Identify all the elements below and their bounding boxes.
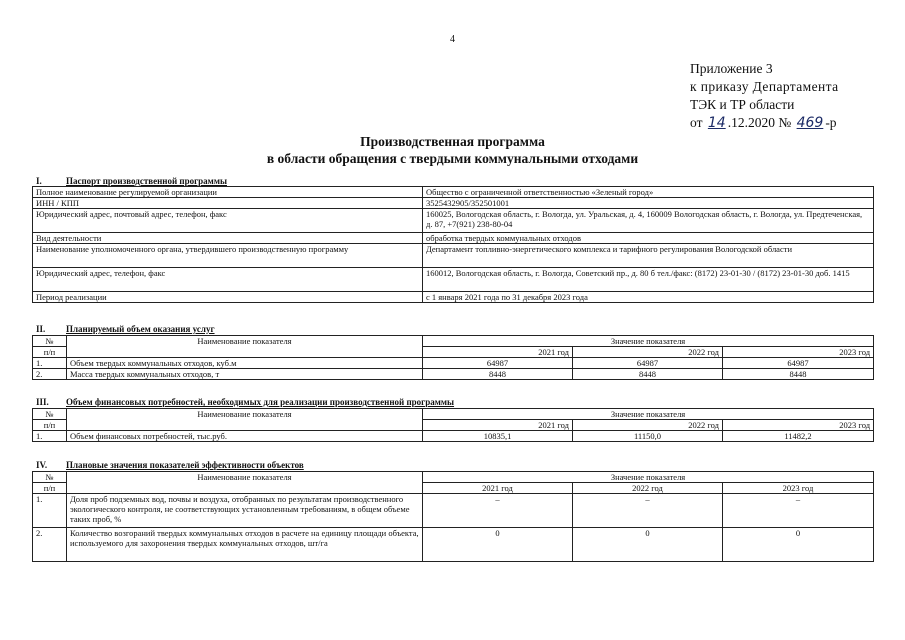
section-4-heading — [36, 460, 304, 470]
passport-value: Общество с ограниченной ответственностью «Зеленый город» — [423, 187, 874, 198]
header-name: Наименование показателя — [67, 409, 423, 431]
header-value: Значение показателя — [423, 336, 874, 347]
row-value: 11482,2 — [723, 431, 874, 442]
header-year: 2021 год — [423, 347, 573, 358]
efficiency-table — [32, 471, 874, 562]
section-3-title: Объем финансовых потребностей, необходимых для реализации производственной программы — [66, 397, 455, 407]
table-row — [33, 528, 874, 562]
header-year: 2023 год — [723, 347, 874, 358]
header-no: № — [33, 472, 67, 483]
header-name: Наименование показателя — [67, 472, 423, 494]
row-number: 2. — [33, 369, 67, 380]
title-line-1: Производственная программа — [360, 134, 545, 149]
table-row — [33, 369, 874, 380]
table-row — [33, 431, 874, 442]
section-4-title: Плановые значения показателей эффективности объектов — [66, 460, 304, 470]
passport-value: 3525432905/352501001 — [423, 198, 874, 209]
section-2-heading — [36, 324, 215, 334]
row-value: – — [423, 494, 573, 528]
section-1-title: Паспорт производственной программы — [66, 176, 227, 186]
header-no: № — [33, 336, 67, 347]
date-rest: .12.2020 № — [727, 115, 792, 130]
section-3-number: III. — [36, 397, 49, 407]
header-row — [33, 336, 874, 347]
services-table — [32, 335, 874, 380]
passport-label: Период реализации — [33, 292, 423, 303]
row-value: 10835,1 — [423, 431, 573, 442]
section-1-heading — [36, 176, 227, 186]
header-year: 2022 год — [573, 420, 723, 431]
section-4-number: IV. — [36, 460, 48, 470]
row-value: 0 — [423, 528, 573, 562]
document-title — [0, 133, 905, 167]
passport-label: Вид деятельности — [33, 233, 423, 244]
passport-value: Департамент топливно-энергетического комплекса и тарифного регулирования Вологодской области — [423, 244, 874, 268]
row-value: 8448 — [573, 369, 723, 380]
row-value: 8448 — [423, 369, 573, 380]
passport-label: Юридический адрес, почтовый адрес, телефон, факс — [33, 209, 423, 233]
section-1-number: I. — [36, 176, 42, 186]
row-name: Объем твердых коммунальных отходов, куб.м — [67, 358, 423, 369]
header-year: 2023 год — [723, 483, 874, 494]
passport-label: Наименование уполномоченного органа, утвердившего производственную программу — [33, 244, 423, 268]
row-number: 1. — [33, 494, 67, 528]
passport-label: Юридический адрес, телефон, факс — [33, 268, 423, 292]
row-value: 0 — [573, 528, 723, 562]
page-number: 4 — [450, 34, 455, 45]
appendix-line-3: ТЭК и ТР области — [690, 97, 795, 112]
header-year: 2021 год — [423, 420, 573, 431]
date-prefix: от — [690, 115, 703, 130]
row-name: Масса твердых коммунальных отходов, т — [67, 369, 423, 380]
passport-value: обработка твердых коммунальных отходов — [423, 233, 874, 244]
passport-value: с 1 января 2021 года по 31 декабря 2023 года — [423, 292, 874, 303]
row-value: – — [573, 494, 723, 528]
table-row — [33, 292, 874, 303]
appendix-line-2: к приказу Департамента — [690, 79, 839, 94]
header-year: 2022 год — [573, 347, 723, 358]
row-number: 1. — [33, 431, 67, 442]
appendix-block — [690, 60, 838, 132]
row-value: 0 — [723, 528, 874, 562]
appendix-date-line — [690, 114, 838, 132]
table-row — [33, 233, 874, 244]
header-row — [33, 409, 874, 420]
row-name: Количество возгораний твердых коммунальных отходов в расчете на единицу площади объекта, используемого для захоронения твердых коммунальных отходов, шт/га — [67, 528, 423, 562]
table-row — [33, 268, 874, 292]
section-2-number: II. — [36, 324, 46, 334]
appendix-line-1: Приложение 3 — [690, 61, 773, 76]
row-value: 64987 — [573, 358, 723, 369]
row-value: – — [723, 494, 874, 528]
order-suffix: -р — [825, 115, 837, 130]
header-year: 2023 год — [723, 420, 874, 431]
row-name: Объем финансовых потребностей, тыс.руб. — [67, 431, 423, 442]
row-name: Доля проб подземных вод, почвы и воздуха, отобранных по результатам производственного экологического контроля, не соответствующих установленным требованиям, в общем объеме таких проб, % — [67, 494, 423, 528]
header-row — [33, 472, 874, 483]
passport-label: ИНН / КПП — [33, 198, 423, 209]
financial-table — [32, 408, 874, 442]
header-no: № — [33, 409, 67, 420]
passport-value: 160012, Вологодская область, г. Вологда, Советский пр., д. 80 б тел./факс: (8172) 23-01-30 / (8172) 23-01-30 доб. 1415 — [423, 268, 874, 292]
header-value: Значение показателя — [423, 409, 874, 420]
header-pp: п/п — [33, 347, 67, 358]
passport-value: 160025, Вологодская область, г. Вологда, ул. Уральская, д. 4, 160009 Вологодская область, г. Вологда, ул. Предтеченская, д. 87, +7(921) 238-80-04 — [423, 209, 874, 233]
row-value: 11150,0 — [573, 431, 723, 442]
header-year: 2022 год — [573, 483, 723, 494]
table-row — [33, 198, 874, 209]
row-value: 8448 — [723, 369, 874, 380]
passport-label: Полное наименование регулируемой организации — [33, 187, 423, 198]
header-name: Наименование показателя — [67, 336, 423, 358]
table-row — [33, 187, 874, 198]
row-number: 1. — [33, 358, 67, 369]
row-value: 64987 — [423, 358, 573, 369]
row-value: 64987 — [723, 358, 874, 369]
title-line-2: в области обращения с твердыми коммунальными отходами — [266, 151, 639, 166]
section-2-title: Планируемый объем оказания услуг — [66, 324, 215, 334]
table-row — [33, 244, 874, 268]
passport-table — [32, 186, 874, 303]
table-row — [33, 358, 874, 369]
order-number-handwritten: 469 — [796, 115, 824, 131]
table-row — [33, 209, 874, 233]
section-3-heading — [36, 397, 454, 407]
table-row — [33, 494, 874, 528]
header-pp: п/п — [33, 420, 67, 431]
header-value: Значение показателя — [423, 472, 874, 483]
row-number: 2. — [33, 528, 67, 562]
date-day-handwritten: 14 — [707, 115, 726, 131]
header-pp: п/п — [33, 483, 67, 494]
header-year: 2021 год — [423, 483, 573, 494]
